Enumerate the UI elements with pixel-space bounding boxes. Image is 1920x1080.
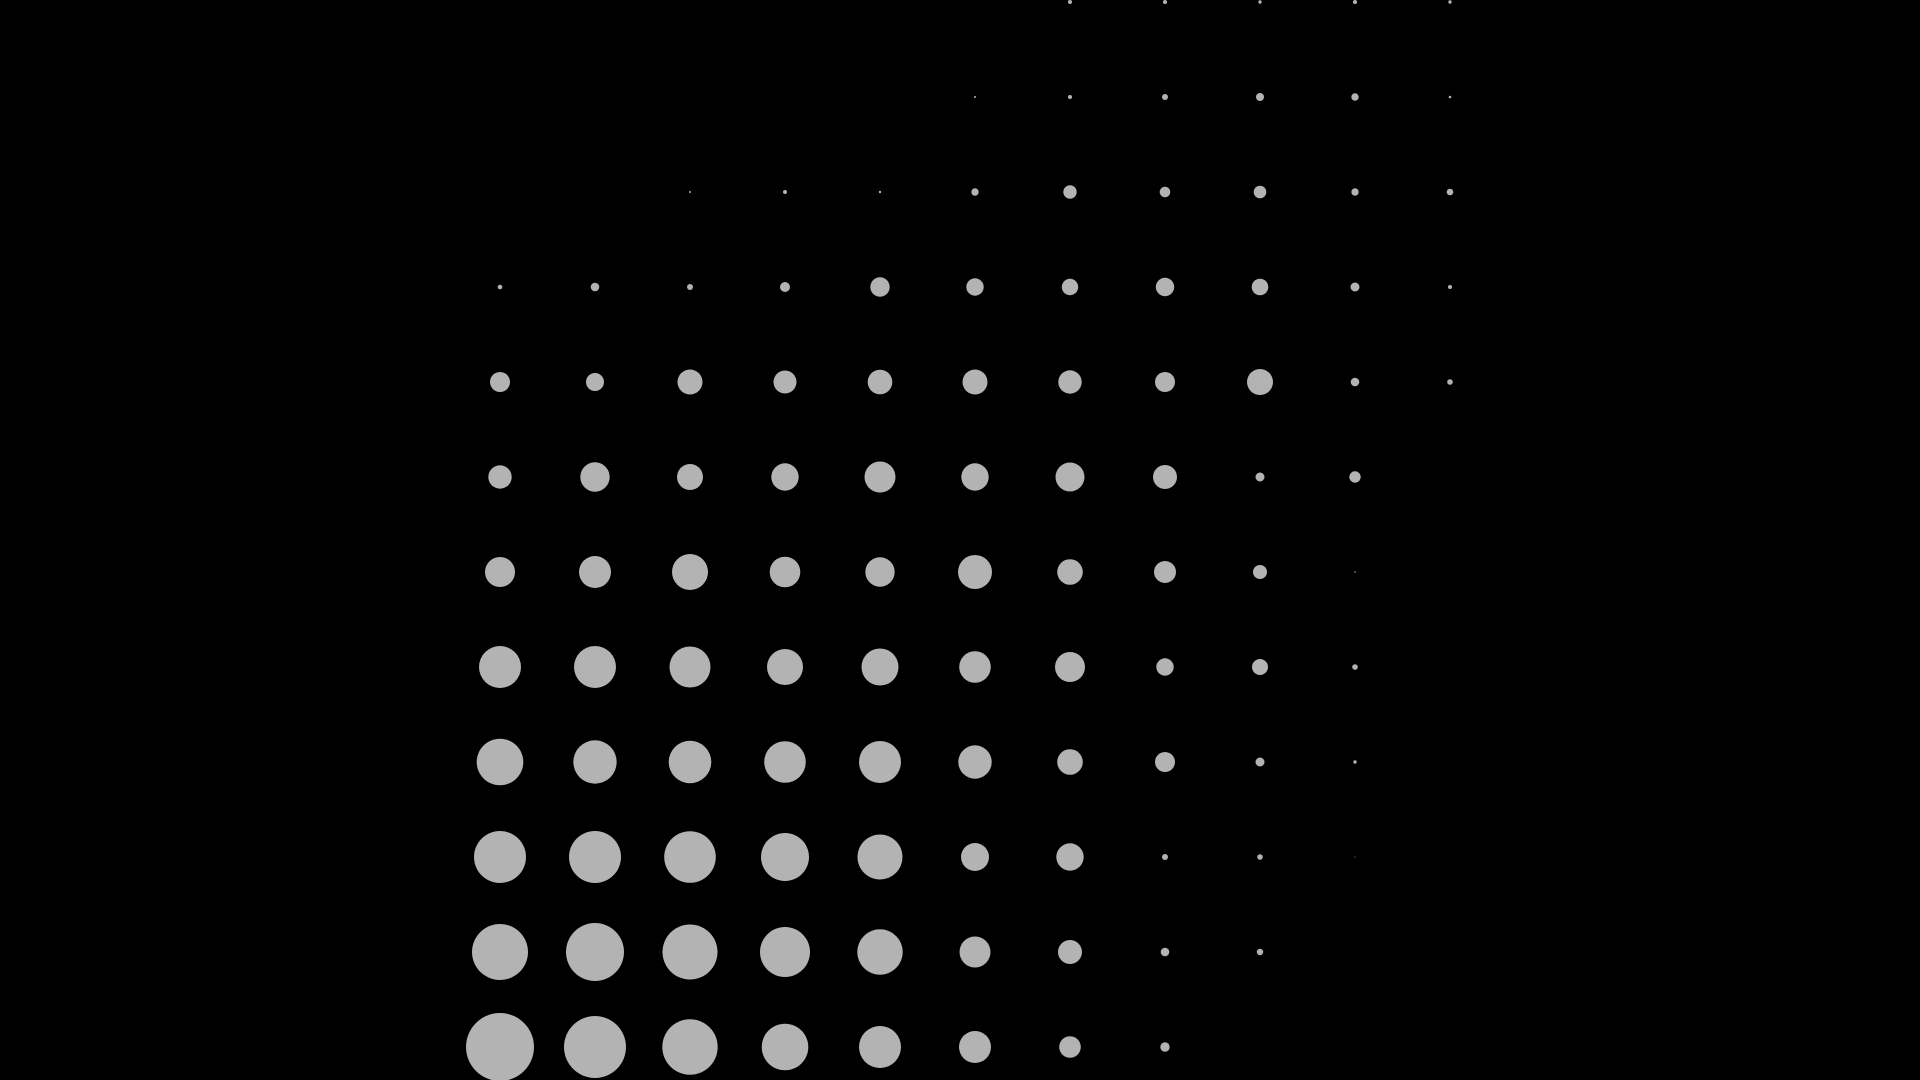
halftone-dot (672, 554, 708, 590)
halftone-dot (1247, 369, 1273, 395)
halftone-dot (1254, 186, 1267, 199)
halftone-dot (1057, 749, 1083, 775)
halftone-dot (963, 370, 988, 395)
halftone-dot (961, 463, 988, 490)
halftone-dot (1353, 0, 1357, 4)
halftone-dot (1155, 372, 1175, 392)
halftone-dot (490, 372, 510, 392)
halftone-dot (687, 284, 693, 290)
halftone-dot (569, 831, 621, 883)
halftone-dot (479, 646, 521, 688)
halftone-dot (761, 833, 809, 881)
halftone-dot (580, 462, 609, 491)
halftone-dot (1056, 463, 1085, 492)
halftone-dot (564, 1016, 626, 1078)
halftone-dot (858, 835, 903, 880)
halftone-dot (677, 464, 703, 490)
halftone-dot (591, 283, 600, 292)
halftone-dot (1448, 0, 1451, 3)
halftone-dot (959, 1031, 991, 1063)
halftone-dot (1057, 559, 1083, 585)
halftone-dot (974, 96, 976, 98)
halftone-dot (1253, 565, 1267, 579)
halftone-dot (767, 649, 803, 685)
halftone-dot (1160, 187, 1171, 198)
halftone-dot (488, 465, 511, 488)
halftone-dot (1351, 188, 1358, 195)
halftone-dot (472, 924, 528, 980)
halftone-dot (859, 1026, 901, 1068)
halftone-dot (1353, 760, 1356, 763)
halftone-dot (466, 1013, 534, 1080)
halftone-dot (1447, 189, 1454, 196)
halftone-dot (774, 371, 797, 394)
halftone-dot (780, 282, 790, 292)
halftone-dot (1153, 465, 1177, 489)
halftone-dot (1355, 857, 1356, 858)
halftone-dot (689, 191, 691, 193)
halftone-dot (960, 937, 991, 968)
halftone-dot (1058, 940, 1082, 964)
halftone-dot (669, 741, 712, 784)
halftone-dot (1352, 664, 1358, 670)
halftone-dot (857, 929, 902, 974)
halftone-dot (966, 278, 983, 295)
halftone-dot (1257, 949, 1263, 955)
halftone-dot (1256, 473, 1265, 482)
halftone-dot (678, 370, 703, 395)
halftone-dot (1256, 93, 1264, 101)
halftone-dot (1058, 370, 1081, 393)
halftone-dot (865, 462, 896, 493)
halftone-dot (760, 927, 810, 977)
halftone-dot (1349, 471, 1360, 482)
halftone-dot (1448, 285, 1452, 289)
halftone-dot (783, 190, 787, 194)
halftone-dot (1447, 379, 1453, 385)
halftone-dot (868, 370, 893, 395)
halftone-dot (762, 1024, 809, 1071)
halftone-dot (1162, 854, 1168, 860)
halftone-dot (859, 741, 901, 783)
halftone-dot (1351, 378, 1360, 387)
halftone-dot (662, 1019, 717, 1074)
halftone-dot (958, 745, 991, 778)
halftone-dot (1155, 752, 1175, 772)
halftone-dot (862, 649, 899, 686)
halftone-dot (1161, 948, 1170, 957)
halftone-dot (764, 741, 806, 783)
halftone-dot (865, 557, 894, 586)
halftone-dot (1068, 0, 1072, 4)
halftone-dot (771, 463, 798, 490)
halftone-dot (1068, 95, 1072, 99)
halftone-dot (1162, 94, 1168, 100)
halftone-dot (1354, 571, 1355, 572)
halftone-dot (573, 740, 616, 783)
halftone-dot (498, 285, 503, 290)
halftone-dot (566, 923, 624, 981)
halftone-dot (1160, 1042, 1169, 1051)
halftone-dot (958, 555, 992, 589)
halftone-dot (1163, 0, 1167, 4)
halftone-dot (586, 373, 604, 391)
halftone-dot (1256, 758, 1265, 767)
halftone-dot (959, 651, 991, 683)
halftone-dot (574, 646, 616, 688)
halftone-dot (961, 843, 989, 871)
halftone-dot (670, 647, 711, 688)
halftone-dot (1059, 1036, 1081, 1058)
halftone-dot (971, 188, 978, 195)
halftone-dot (1351, 93, 1358, 100)
halftone-dot (1056, 843, 1083, 870)
halftone-dot (879, 191, 881, 193)
halftone-dot (1449, 96, 1452, 99)
halftone-dot (474, 831, 526, 883)
halftone-dot (477, 739, 524, 786)
halftone-dot (1252, 279, 1269, 296)
halftone-dot (1055, 652, 1085, 682)
halftone-dot (1156, 658, 1173, 675)
halftone-dot (1156, 278, 1174, 296)
halftone-dot (1063, 185, 1076, 198)
halftone-dot (579, 556, 611, 588)
halftone-dot (870, 277, 889, 296)
halftone-dot (770, 557, 801, 588)
halftone-dot (664, 831, 716, 883)
halftone-dot (1258, 0, 1261, 3)
halftone-dot (1154, 561, 1176, 583)
halftone-dot (1351, 283, 1360, 292)
halftone-dot (663, 925, 718, 980)
halftone-dot (1257, 854, 1263, 860)
halftone-dot (485, 557, 515, 587)
halftone-dot (1062, 279, 1078, 295)
halftone-dot (1252, 659, 1268, 675)
